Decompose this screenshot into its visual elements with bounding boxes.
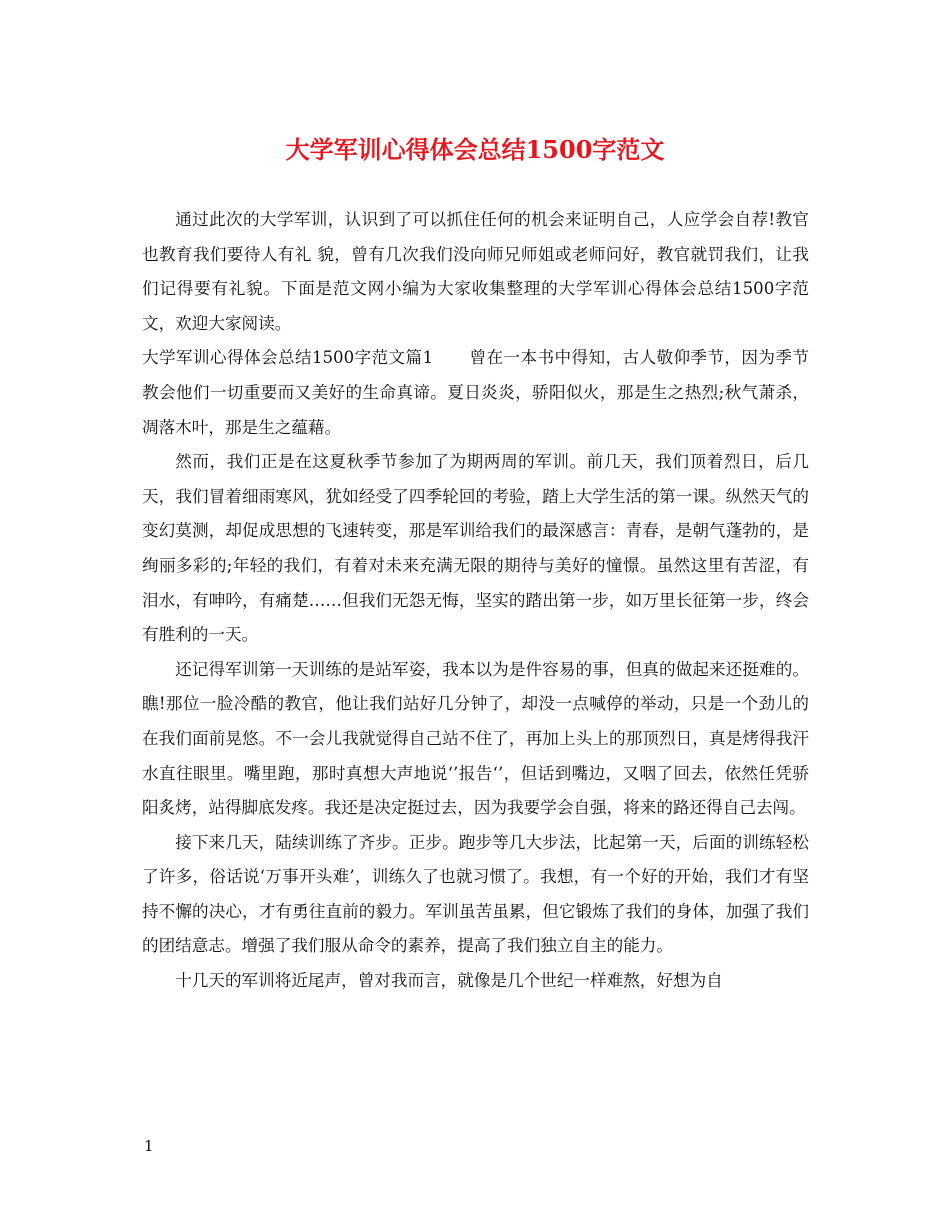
section-paragraph <box>142 341 809 445</box>
body-paragraph: 十几天的军训将近尾声，曾对我而言，就像是几个世纪一样难熬，好想为自 <box>175 971 723 991</box>
section-heading: 大学军训心得体会总结1500字范文篇1 <box>142 348 434 368</box>
document-body <box>142 203 809 999</box>
body-paragraph: 然而，我们正是在这夏秋季节参加了为期两周的军训。前几天，我们顶着烈日，后几天，我们冒着细雨寒风，犹如经受了四季轮回的考验，踏上大学生活的第一课。纵然天气的变幻莫测，却促成思想的飞速转变，那是军训给我们的最深感言：青春，是朝气蓬勃的，是绚丽多彩的;年轻的我们，有着对未来充满无限的期待与美好的憧憬。虽然这里有苦涩，有泪水，有呻吟，有痛楚……但我们无怨无悔，坚实的踏出第一步，如万里长征第一步，终会有胜利的一天。 <box>142 452 809 645</box>
document-title: 大学军训心得体会总结1500字范文 <box>285 135 665 164</box>
page-number: 1 <box>144 1137 154 1155</box>
section-intro-text: 曾在一本书中得知，古人敬仰季节，因为季节教会他们一切重要而又美好的生命真谛。夏日炎炎，骄阳似火，那是生之热烈;秋气萧杀，凋落木叶，那是生之蕴藉。 <box>142 348 809 437</box>
intro-paragraph: 通过此次的大学军训，认识到了可以抓住任何的机会来证明自己，人应学会自荐!教官也教育我们要待人有礼 貌，曾有几次我们没向师兄师姐或老师问好，教官就罚我们，让我们记得要有礼貌。下面是范文网小编为大家收集整理的大学军训心得体会总结1500字范文，欢迎大家阅读。 <box>142 210 809 333</box>
body-paragraph: 还记得军训第一天训练的是站军姿，我本以为是件容易的事，但真的做起来还挺难的。瞧!那位一脸冷酷的教官，他让我们站好几分钟了，却没一点喊停的举动，只是一个劲儿的在我们面前晃悠。不一会儿我就觉得自己站不住了，再加上头上的那顶烈日，真是烤得我汗水直往眼里。嘴里跑，那时真想大声地说‘’报告‘’，但话到嘴边，又咽了回去，依然任凭骄阳炙烤，站得脚底发疼。我还是决定挺过去，因为我要学会自强，将来的路还得自己去闯。 <box>142 659 809 818</box>
body-paragraph: 接下来几天，陆续训练了齐步。正步。跑步等几大步法，比起第一天，后面的训练轻松了许多，俗话说‘万事开头难’，训练久了也就习惯了。我想，有一个好的开始，我们才有坚持不懈的决心，才有勇往直前的毅力。军训虽苦虽累，但它锻炼了我们的身体，加强了我们的团结意志。增强了我们服从命令的素养，提高了我们独立自主的能力。 <box>142 832 809 956</box>
